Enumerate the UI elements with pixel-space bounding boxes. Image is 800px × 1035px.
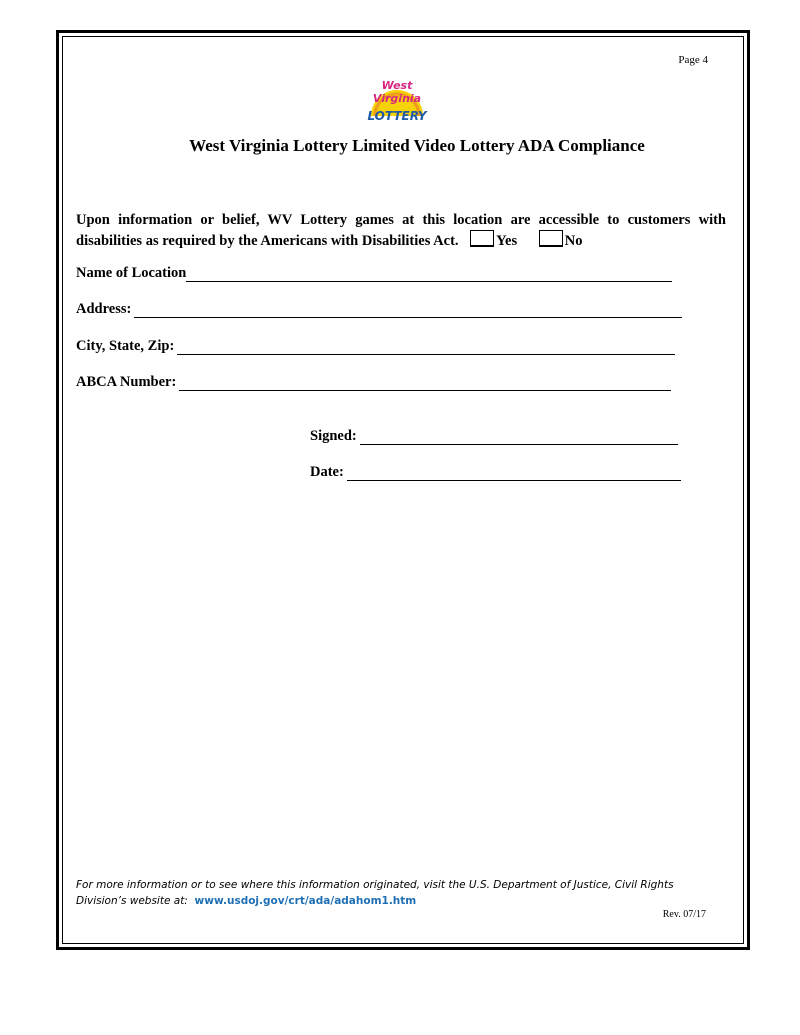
date-field <box>310 464 681 481</box>
date-input[interactable] <box>347 468 681 481</box>
page-border-inner <box>62 36 744 944</box>
city-state-zip-input[interactable] <box>177 342 675 355</box>
city-state-zip-field <box>76 338 675 355</box>
no-checkbox[interactable] <box>539 230 563 247</box>
logo-text-virginia: Virginia <box>372 92 422 105</box>
signed-input[interactable] <box>360 432 678 445</box>
footer-note-line-2 <box>76 893 716 909</box>
page-title: West Virginia Lottery Limited Video Lottery ADA Compliance <box>189 136 645 155</box>
yes-label: Yes <box>496 233 518 249</box>
name-of-location-input[interactable] <box>186 269 672 282</box>
logo-text-west: West <box>381 79 413 92</box>
address-input[interactable] <box>134 305 682 318</box>
name-of-location-field <box>76 265 672 282</box>
abca-number-input[interactable] <box>179 378 671 391</box>
abca-number-field <box>76 374 671 391</box>
signed-field <box>310 428 678 445</box>
wv-lottery-logo <box>365 72 429 128</box>
statement-line-1: Upon information or belief, WV Lottery games at this location are accessible to customers with <box>76 212 726 228</box>
usdoj-ada-link[interactable]: www.usdoj.gov/crt/ada/adahom1.htm <box>194 895 417 907</box>
name-of-location-label: Name of Location <box>76 265 187 281</box>
page-number: Page 4 <box>678 54 708 66</box>
yes-checkbox[interactable] <box>470 230 494 247</box>
footer-note-line-1: For more information or to see where this information originated, visit the U.S. Department of Justice, Civil Rights <box>76 879 674 891</box>
city-state-zip-label: City, State, Zip: <box>76 338 175 354</box>
no-label: No <box>564 233 583 249</box>
date-label: Date: <box>310 464 344 480</box>
signed-label: Signed: <box>310 428 357 444</box>
logo-text-lottery: LOTTERY <box>367 109 427 123</box>
address-label: Address: <box>76 301 132 317</box>
footer-note-prefix: Division’s website at: <box>76 895 188 907</box>
footer-note <box>76 877 716 909</box>
revision-label: Rev. 07/17 <box>662 909 706 920</box>
address-field <box>76 301 682 318</box>
statement-line-2: disabilities as required by the Americans with Disabilities Act. <box>76 233 459 249</box>
ada-statement <box>76 211 726 251</box>
abca-number-label: ABCA Number: <box>76 374 177 390</box>
